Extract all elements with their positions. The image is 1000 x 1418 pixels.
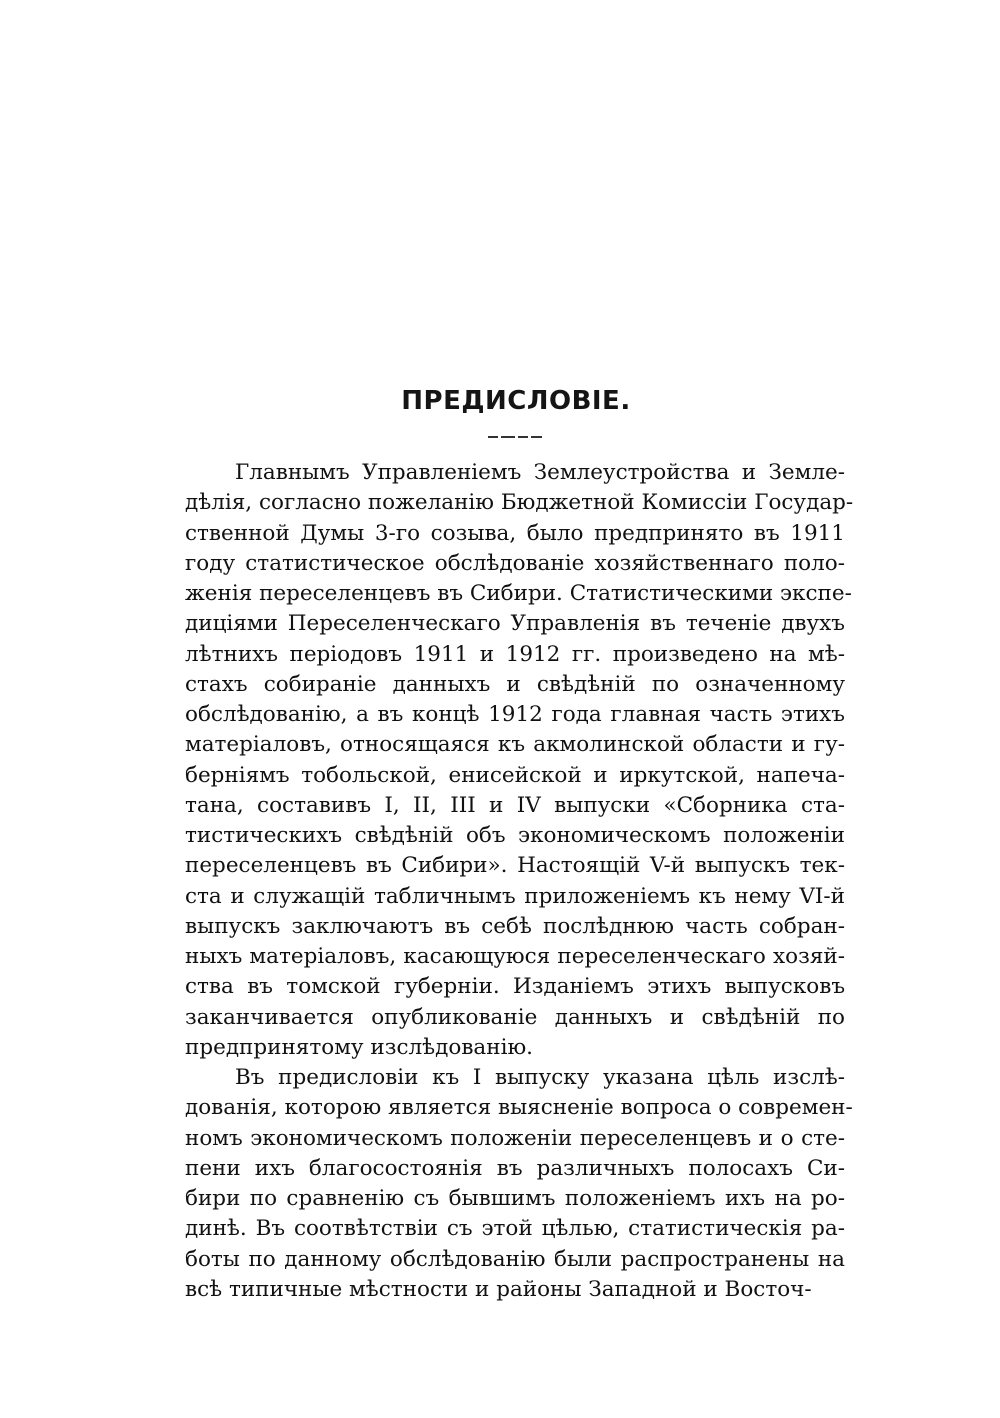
text-line: Главнымъ Управленіемъ Землеустройства и Земле- — [235, 460, 845, 485]
paragraph — [185, 1063, 853, 1305]
ornament-dash — [518, 436, 528, 438]
text-line: пени ихъ благосостоянія въ различныхъ полосахъ Си- — [185, 1155, 845, 1181]
text-line: ства въ томской губерніи. Изданіемъ этихъ выпусковъ — [185, 974, 845, 1000]
text-line: дѣлія, согласно пожеланію Бюджетной Комиссіи Государ- — [185, 490, 854, 516]
text-line: диціями Переселенческаго Управленія въ теченіе двухъ — [185, 611, 845, 637]
page-title: ПРЕДИСЛОВІЕ. — [401, 386, 631, 416]
text-line: берніямъ тобольской, енисейской и иркутской, напеча- — [185, 762, 845, 788]
text-line: дованія, которою является выясненіе вопроса о современ- — [185, 1095, 853, 1121]
text-line: переселенцевъ въ Сибири». Настоящій V-й выпускъ тек- — [185, 853, 845, 879]
text-line: боты по данному обслѣдованію были распространены на — [185, 1246, 845, 1272]
text-line: выпускъ заключаютъ въ себѣ послѣднюю часть собран- — [185, 913, 845, 939]
text-line: Въ предисловіи къ I выпуску указана цѣль изслѣ- — [235, 1065, 845, 1090]
ornament-dash — [488, 436, 498, 438]
ornament-dash — [501, 436, 515, 438]
paragraph — [185, 458, 854, 1063]
text-line: предпринятому изслѣдованію. — [185, 1034, 533, 1060]
title-ornament — [488, 434, 544, 440]
text-line: женія переселенцевъ въ Сибири. Статистическими экспе- — [185, 581, 852, 606]
body-text — [185, 458, 854, 1305]
text-line: бири по сравненію съ бывшимъ положеніемъ ихъ на ро- — [185, 1186, 845, 1211]
text-line: году статистическое обслѣдованіе хозяйственнаго поло- — [185, 550, 845, 576]
text-line: всѣ типичные мѣстности и районы Западной и Восточ- — [185, 1276, 812, 1302]
text-line: ныхъ матеріаловъ, касающуюся переселенческаго хозяй- — [185, 944, 845, 969]
text-line: тистическихъ свѣдѣній объ экономическомъ положеніи — [185, 823, 845, 848]
text-line: заканчивается опубликованіе данныхъ и свѣдѣній по — [185, 1004, 845, 1030]
text-line: динѣ. Въ соотвѣтствіи съ этой цѣлью, статистическія ра- — [185, 1216, 845, 1242]
text-line: номъ экономическомъ положеніи переселенцевъ и о сте- — [185, 1125, 845, 1151]
text-line: ственной Думы 3-го созыва, было предпринято въ 1911 — [185, 520, 845, 546]
text-line: лѣтнихъ періодовъ 1911 и 1912 гг. произведено на мѣ- — [185, 641, 845, 667]
text-line: обслѣдованію, а въ концѣ 1912 года главная часть этихъ — [185, 702, 845, 727]
ornament-dash — [531, 436, 542, 438]
text-line: тана, составивъ I, II, III и IV выпуски «Сборника ста- — [185, 792, 846, 818]
text-line: матеріаловъ, относящаяся къ акмолинской области и гу- — [185, 732, 845, 758]
text-line: стахъ собираніе данныхъ и свѣдѣній по означенному — [185, 671, 845, 697]
text-line: ста и служащій табличнымъ приложеніемъ къ нему VI-й — [185, 883, 845, 909]
